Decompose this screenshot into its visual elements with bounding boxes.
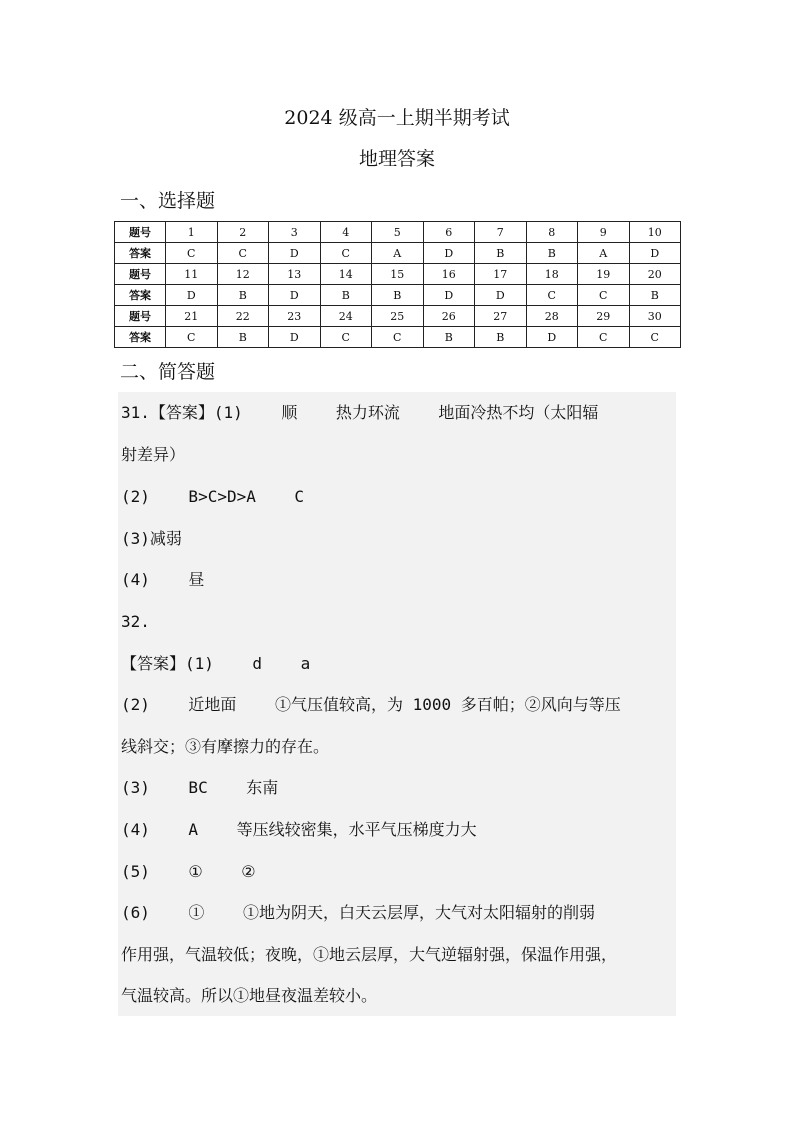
table-cell: D [269,285,321,306]
table-cell: 6 [423,222,475,243]
table-cell: 18 [526,264,578,285]
table-cell: B [217,327,269,348]
table-cell: D [166,285,218,306]
table-cell: C [217,243,269,264]
answer-line: 射差异） [121,445,186,464]
table-cell: D [526,327,578,348]
table-cell: C [320,327,372,348]
table-row [115,285,681,306]
table-cell: C [629,327,681,348]
table-cell: 9 [578,222,630,243]
table-cell: 25 [372,306,424,327]
table-cell: 5 [372,222,424,243]
table-row [115,264,681,285]
table-row [115,243,681,264]
table-cell: 13 [269,264,321,285]
table-cell: B [526,243,578,264]
table-cell: C [166,327,218,348]
table-cell: B [217,285,269,306]
answer-line: 【答案】(1) d a [121,654,311,673]
row-label: 答案 [115,285,166,306]
short-answer-block [118,392,676,1016]
table-cell: 4 [320,222,372,243]
table-cell: 19 [578,264,630,285]
table-cell: 8 [526,222,578,243]
table-cell: D [423,243,475,264]
answer-line: (2) B>C>D>A C [121,487,305,506]
table-cell: 16 [423,264,475,285]
table-cell: C [578,285,630,306]
answer-line: (4) 昼 [121,570,205,589]
table-cell: B [475,243,527,264]
answer-line: 气温较高。所以①地昼夜温差较小。 [121,986,378,1005]
table-cell: C [320,243,372,264]
table-cell: D [629,243,681,264]
table-cell: B [629,285,681,306]
table-cell: A [372,243,424,264]
table-cell: 29 [578,306,630,327]
table-cell: 10 [629,222,681,243]
row-label: 题号 [115,306,166,327]
table-cell: 2 [217,222,269,243]
table-cell: 27 [475,306,527,327]
page-subtitle: 地理答案 [358,148,435,170]
answer-line: 作用强，气温较低；夜晚，①地云层厚，大气逆辐射强，保温作用强， [121,945,618,964]
table-cell: 3 [269,222,321,243]
table-cell: B [423,327,475,348]
section-heading-choice: 一、选择题 [120,190,216,212]
table-cell: C [578,327,630,348]
answer-line: (5) ① ② [121,862,256,881]
table-cell: 30 [629,306,681,327]
table-cell: D [475,285,527,306]
table-cell: 21 [166,306,218,327]
answer-line: 32. [121,612,150,631]
table-cell: C [526,285,578,306]
table-cell: 15 [372,264,424,285]
row-label: 答案 [115,243,166,264]
table-cell: 11 [166,264,218,285]
table-cell: 20 [629,264,681,285]
table-cell: 23 [269,306,321,327]
table-cell: 14 [320,264,372,285]
page-title: 2024 级高一上期半期考试 [284,107,510,129]
table-cell: D [423,285,475,306]
table-cell: C [166,243,218,264]
answer-line: 31.【答案】(1) 顺 热力环流 地面冷热不均（太阳辐 [121,403,599,422]
table-cell: A [578,243,630,264]
answer-line: 线斜交；③有摩擦力的存在。 [121,737,330,756]
row-label: 题号 [115,264,166,285]
table-row [115,222,681,243]
row-label: 题号 [115,222,166,243]
answer-line: (4) A 等压线较密集，水平气压梯度力大 [121,820,477,839]
table-cell: B [475,327,527,348]
table-cell: 17 [475,264,527,285]
row-label: 答案 [115,327,166,348]
answer-line: (6) ① ①地为阴天，白天云层厚，大气对太阳辐射的削弱 [121,903,595,922]
table-cell: B [320,285,372,306]
answer-line: (2) 近地面 ①气压值较高，为 1000 多百帕；②风向与等压 [121,695,621,714]
section-heading-short-answer: 二、简答题 [120,361,216,383]
answer-line: (3)减弱 [121,529,182,548]
table-cell: 26 [423,306,475,327]
table-cell: 12 [217,264,269,285]
table-cell: 22 [217,306,269,327]
table-row [115,306,681,327]
table-cell: D [269,327,321,348]
table-cell: 7 [475,222,527,243]
answer-line: (3) BC 东南 [121,778,279,797]
table-cell: C [372,327,424,348]
table-cell: B [372,285,424,306]
table-row [115,327,681,348]
table-cell: 24 [320,306,372,327]
answer-table [114,221,681,348]
table-cell: 28 [526,306,578,327]
table-cell: 1 [166,222,218,243]
table-cell: D [269,243,321,264]
